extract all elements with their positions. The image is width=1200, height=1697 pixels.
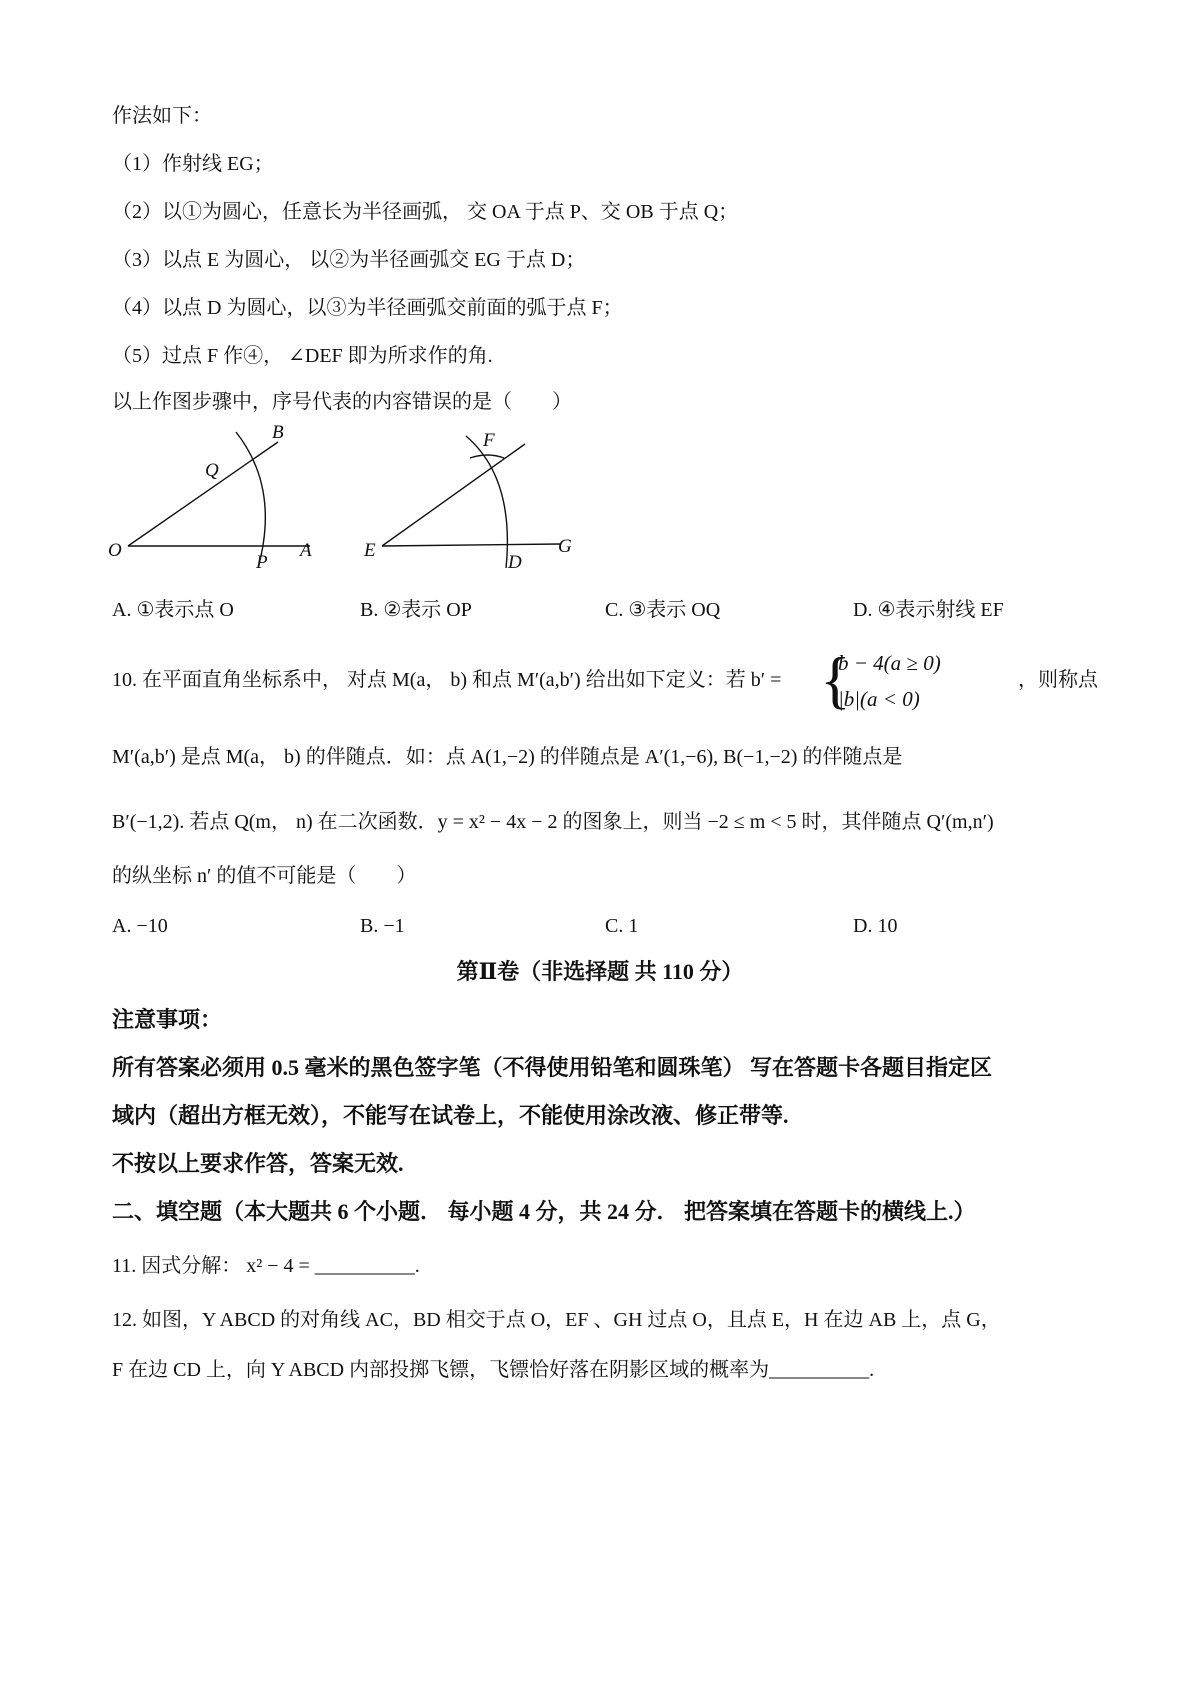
q10-option-a: A. −10 xyxy=(112,915,168,937)
construction-step-2: （2）以①为圆心，任意长为半径画弧， 交 OA 于点 P、交 OB 于点 Q； xyxy=(112,201,739,223)
part-2-heading: 第Ⅱ卷（非选择题 共 110 分） xyxy=(456,959,744,984)
q10-line-1: 10. 在平面直角坐标系中， 对点 M(a， b) 和点 M′(a,b′) 给出如下定义：若 b′ = xyxy=(112,669,782,691)
section-heading: 二、填空题（本大题共 6 个小题． 每小题 4 分，共 24 分． 把答案填在答题卡的横线上.） xyxy=(112,1199,976,1224)
figure-angle-def xyxy=(363,430,572,573)
q10-option-d: D. 10 xyxy=(853,915,898,937)
label-b: B xyxy=(272,422,284,443)
label-p: P xyxy=(256,552,268,573)
label-a: A xyxy=(300,540,312,561)
piecewise-brace: { xyxy=(820,644,851,715)
case-1: b − 4(a ≥ 0) xyxy=(838,651,941,675)
question-11: 11. 因式分解： x² − 4 = __________. xyxy=(112,1255,420,1277)
q10-line-3: B′(−1,2). 若点 Q(m， n) 在二次函数．y = x² − 4x − 2 的图象上，则当 −2 ≤ m < 5 时，其伴随点 Q′(m,n′) xyxy=(112,811,994,833)
figure-angle-aob xyxy=(108,422,312,573)
case-2: |b|(a < 0) xyxy=(838,687,920,711)
q10-option-c: C. 1 xyxy=(605,915,639,937)
question-9-stem: 以上作图步骤中，序号代表的内容错误的是（ ） xyxy=(112,391,572,413)
question-12-line-1: 12. 如图，Y ABCD 的对角线 AC，BD 相交于点 O，EF 、GH 过点 O，且点 E，H 在边 AB 上，点 G， xyxy=(112,1309,1001,1331)
construction-step-3: （3）以点 E 为圆心， 以②为半径画弧交 EG 于点 D； xyxy=(112,249,586,271)
construction-step-4: （4）以点 D 为圆心，以③为半径画弧交前面的弧于点 F； xyxy=(112,297,623,319)
notice-line-1: 所有答案必须用 0.5 毫米的黑色签字笔（不得使用铅笔和圆珠笔） 写在答题卡各题目指定区 xyxy=(112,1055,993,1080)
q10-line-1-end: ，则称点 xyxy=(1018,669,1098,691)
q10-line-2: M′(a,b′) 是点 M(a， b) 的伴随点．如：点 A(1,−2) 的伴随点是 A′(1,−6), B(−1,−2) 的伴随点是 xyxy=(112,746,903,768)
label-g: G xyxy=(558,536,572,557)
q9-option-c: C. ③表示 OQ xyxy=(605,599,721,621)
label-f: F xyxy=(483,430,495,451)
label-e: E xyxy=(364,540,376,561)
notice-line-3: 不按以上要求作答，答案无效. xyxy=(112,1151,404,1176)
question-12-line-2: F 在边 CD 上，向 Y ABCD 内部投掷飞镖，飞镖恰好落在阴影区域的概率为__________. xyxy=(112,1359,875,1381)
piecewise-cases xyxy=(838,645,941,717)
notice-line-2: 域内（超出方框无效），不能写在试卷上，不能使用涂改液、修正带等. xyxy=(112,1103,789,1128)
construction-step-1: （1）作射线 EG； xyxy=(112,153,274,175)
label-d: D xyxy=(508,552,522,573)
construction-intro: 作法如下： xyxy=(112,105,212,127)
notice-title: 注意事项： xyxy=(112,1007,223,1032)
angle-figures xyxy=(0,418,1200,588)
label-o: O xyxy=(108,540,122,561)
construction-step-5: （5）过点 F 作④， ∠DEF 即为所求作的角. xyxy=(112,345,493,367)
q9-option-d: D. ④表示射线 EF xyxy=(853,599,1004,621)
q9-option-a: A. ①表示点 O xyxy=(112,599,234,621)
label-q: Q xyxy=(205,460,219,481)
q9-option-b: B. ②表示 OP xyxy=(360,599,472,621)
q10-option-b: B. −1 xyxy=(360,915,405,937)
q10-line-4: 的纵坐标 n′ 的值不可能是（ ） xyxy=(112,865,417,887)
